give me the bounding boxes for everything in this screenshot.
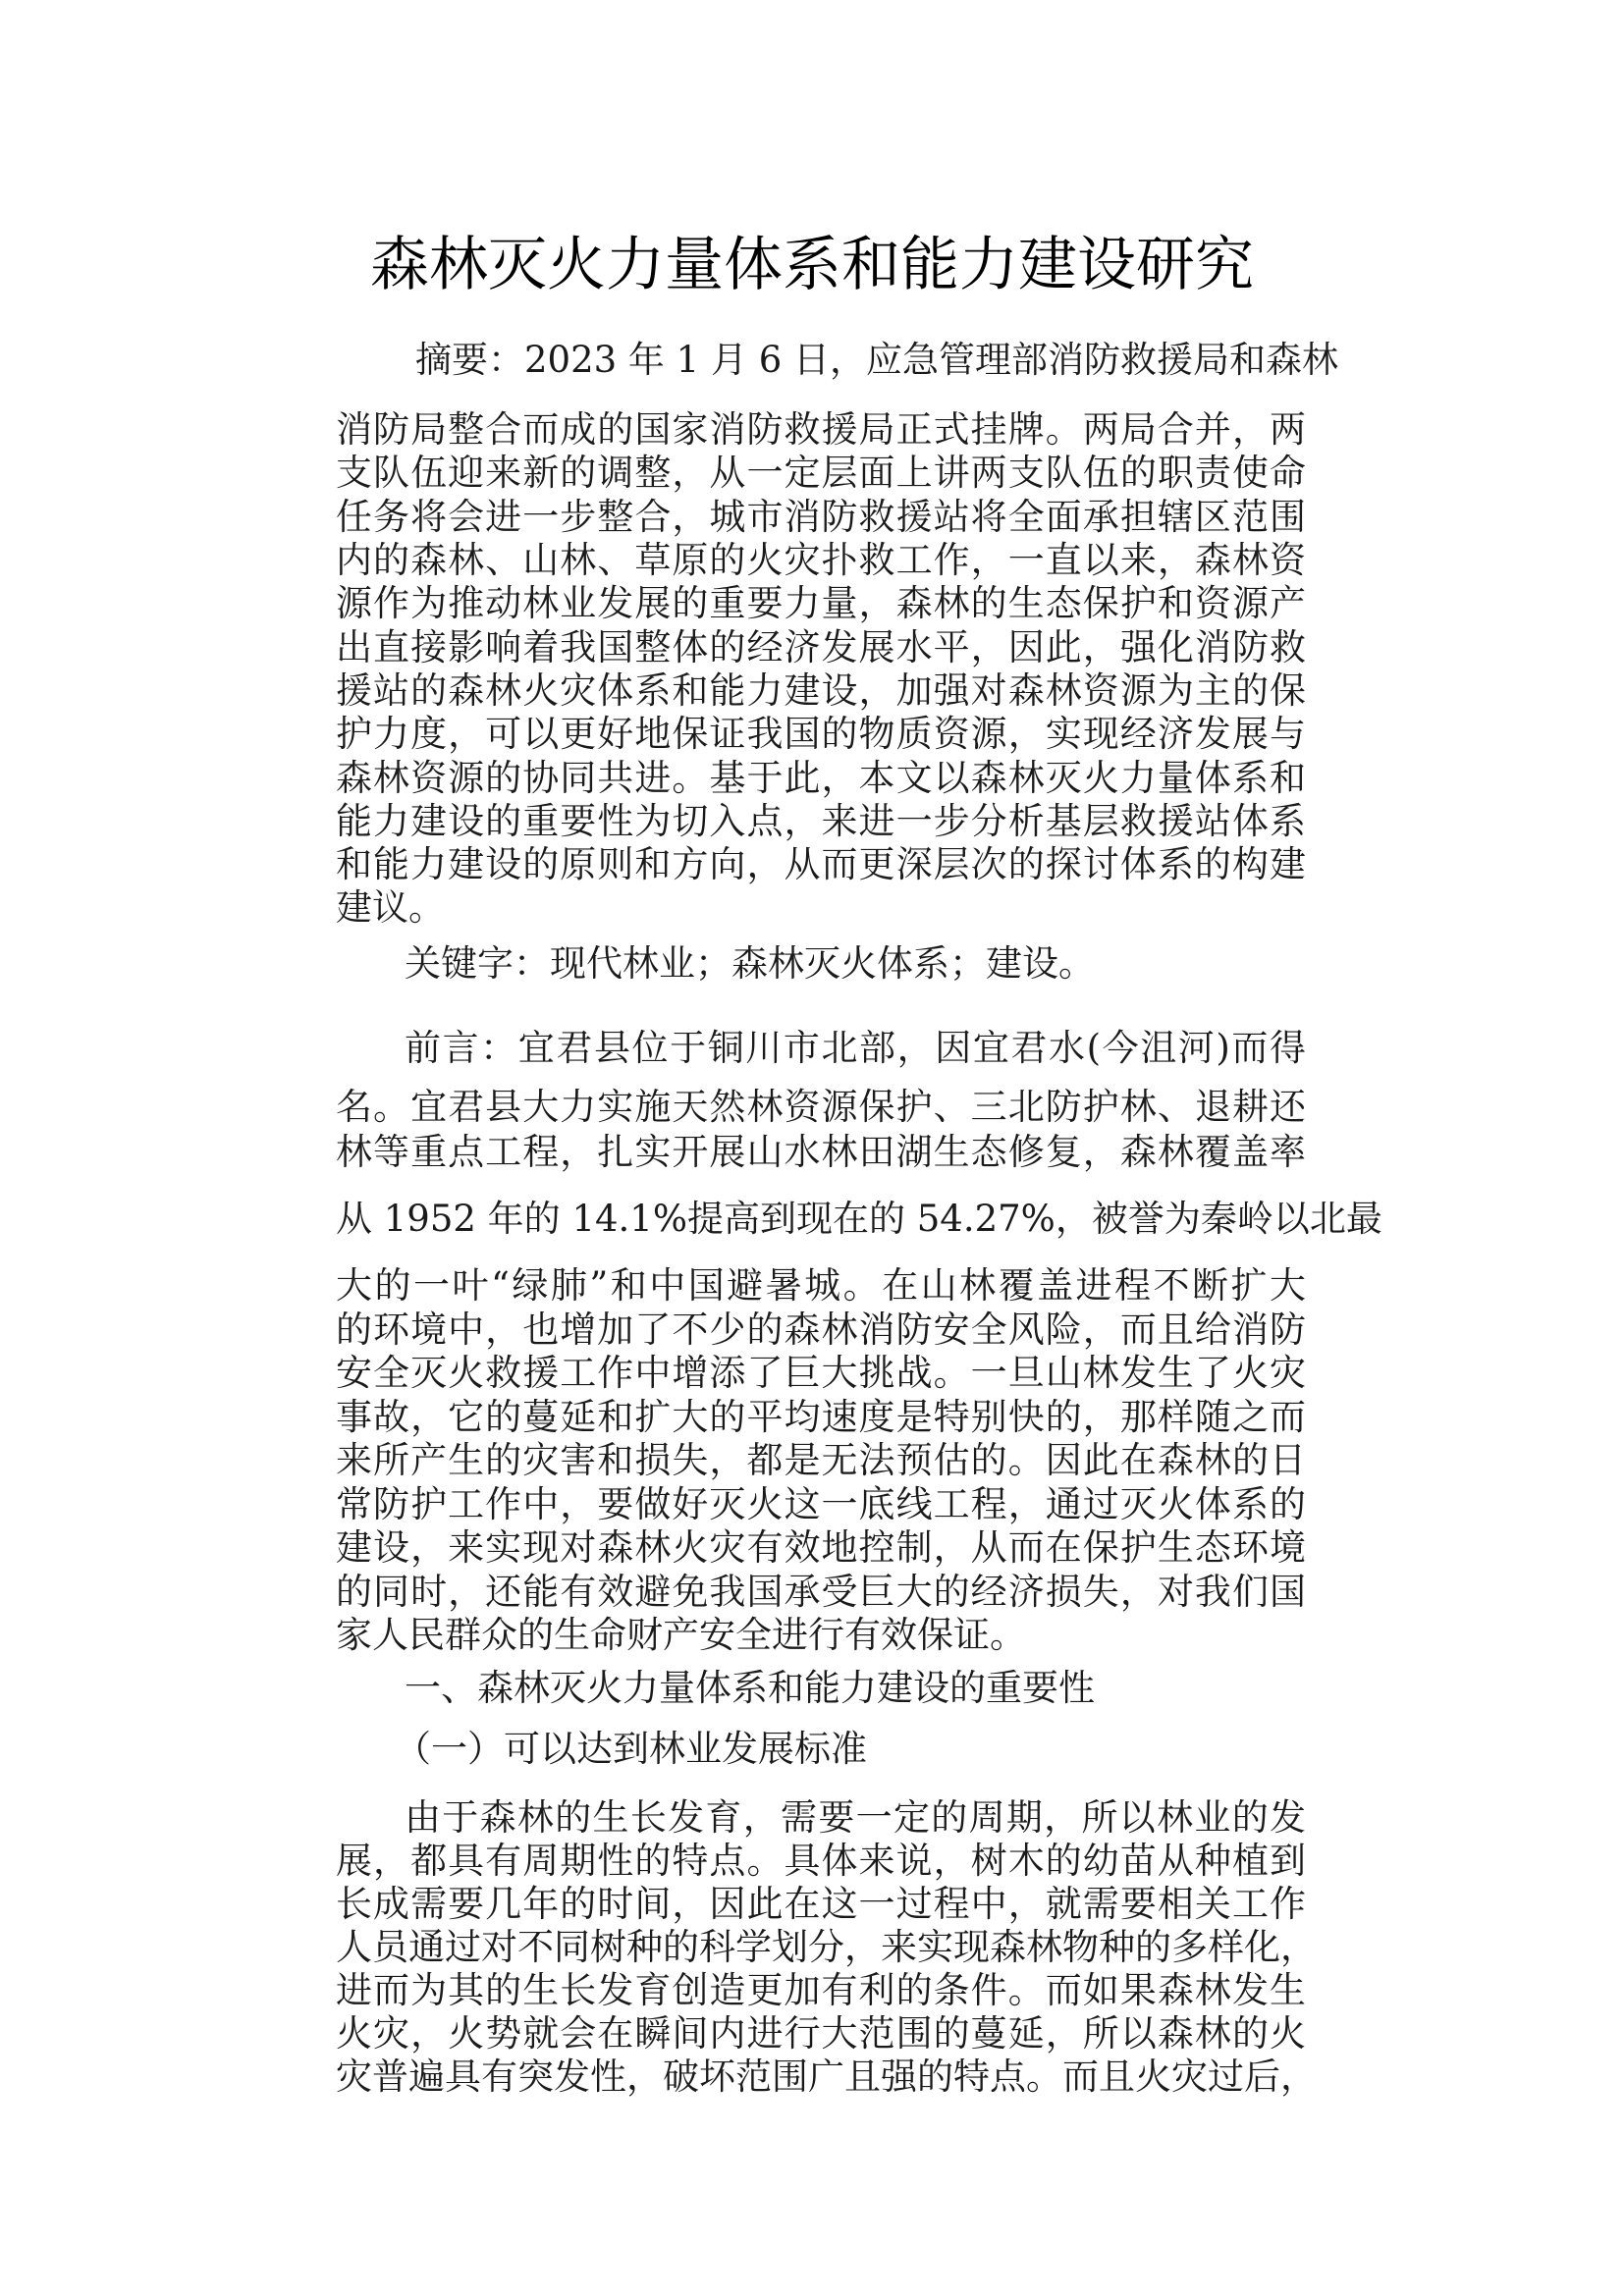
subsection-heading: （一）可以达到林业发展标准 [395,1728,867,1770]
section-heading: 一、森林灭火力量体系和能力建设的重要性 [405,1667,1095,1709]
abstract-line: 能力建设的重要性为切入点，来进一步分析基层救援站体系 [336,800,1306,842]
body-line: 人员通过对不同树种的科学划分，来实现森林物种的多样化， [336,1926,1317,1968]
preface-line: 安全灭火救援工作中增添了巨大挑战。一旦山林发生了火灾 [336,1352,1306,1394]
body-line: 火灾，火势就会在瞬间内进行大范围的蔓延，所以森林的火 [336,2012,1306,2055]
body-line: 灾普遍具有突发性，破坏范围广且强的特点。而且火灾过后， [336,2056,1317,2098]
preface-line: 建设，来实现对森林火灾有效地控制，从而在保护生态环境 [336,1526,1306,1569]
abstract-line: 摘要：2023 年 1 月 6 日，应急管理部消防救援局和森林 [415,339,1339,381]
preface-line: 名。宜君县大力实施天然林资源保护、三北防护林、退耕还 [336,1086,1306,1128]
abstract-line: 援站的森林火灾体系和能力建设，加强对森林资源为主的保 [336,669,1306,712]
abstract-line: 和能力建设的原则和方向，从而更深层次的探讨体系的构建 [336,843,1306,885]
preface-line: 家人民群众的生命财产安全进行有效保证。 [336,1614,1026,1656]
preface-line: 事故，它的蔓延和扩大的平均速度是特别快的，那样随之而 [336,1396,1306,1438]
preface-line: 大的一叶“绿肺”和中国避暑城。在山林覆盖进程不断扩大 [336,1264,1306,1307]
abstract-line: 建议。 [336,886,445,929]
body-line: 由于森林的生长发育，需要一定的周期，所以林业的发 [405,1796,1306,1839]
abstract-line: 支队伍迎来新的调整，从一定层面上讲两支队伍的职责使命 [336,452,1306,494]
abstract-line: 内的森林、山林、草原的火灾扑救工作，一直以来，森林资 [336,539,1306,581]
abstract-line: 森林资源的协同共进。基于此，本文以森林灭火力量体系和 [336,757,1306,799]
abstract-line: 护力度，可以更好地保证我国的物质资源，实现经济发展与 [336,713,1306,755]
abstract-line: 任务将会进一步整合，城市消防救援站将全面承担辖区范围 [336,496,1306,538]
abstract-line: 源作为推动林业发展的重要力量，森林的生态保护和资源产 [336,582,1306,624]
preface-line: 的同时，还能有效避免我国承受巨大的经济损失，对我们国 [336,1571,1306,1613]
preface-line: 林等重点工程，扎实开展山水林田湖生态修复，森林覆盖率 [336,1131,1306,1173]
body-line: 进而为其的生长发育创造更加有利的条件。而如果森林发生 [336,1969,1306,2011]
preface-line: 的环境中，也增加了不少的森林消防安全风险，而且给消防 [336,1308,1306,1351]
keywords: 关键字：现代林业；森林灭火体系；建设。 [405,942,1095,985]
preface-line: 前言：宜君县位于铜川市北部，因宜君水(今沮河)而得 [405,1027,1306,1069]
preface-line: 从 1952 年的 14.1%提高到现在的 54.27%，被誉为秦岭以北最 [336,1198,1382,1240]
preface-line: 常防护工作中，要做好灭火这一底线工程，通过灭火体系的 [336,1483,1306,1525]
body-line: 长成需要几年的时间，因此在这一过程中，就需要相关工作 [336,1883,1306,1925]
preface-line: 来所产生的灾害和损失，都是无法预估的。因此在森林的日 [336,1439,1306,1481]
document-title: 森林灭火力量体系和能力建设研究 [370,231,1254,299]
abstract-line: 消防局整合而成的国家消防救援局正式挂牌。两局合并，两 [336,408,1306,451]
abstract-line: 出直接影响着我国整体的经济发展水平，因此，强化消防救 [336,626,1306,668]
body-line: 展，都具有周期性的特点。具体来说，树木的幼苗从种植到 [336,1840,1306,1882]
